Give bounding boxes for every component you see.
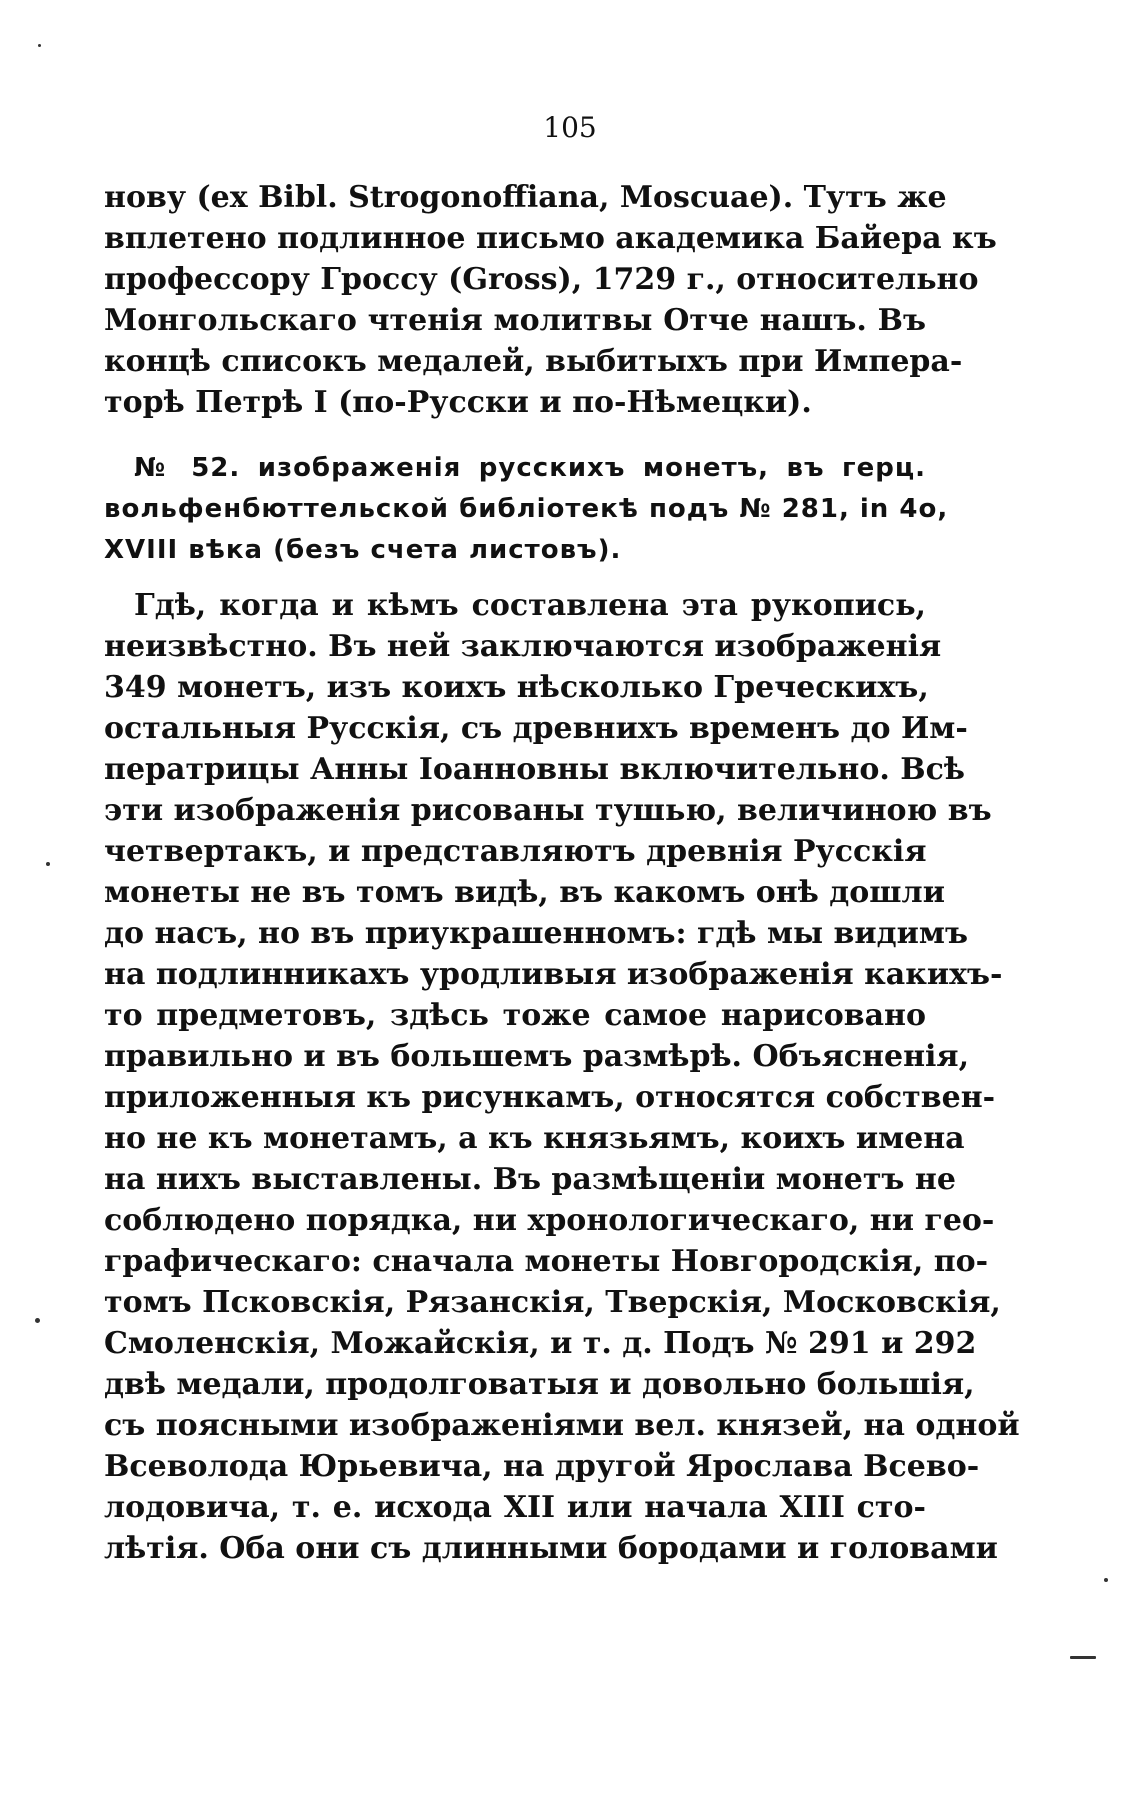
- page-number: 105: [543, 111, 597, 144]
- text-line: нову (ex Bibl. Strogonoffiana, Moscuae). Тутъ же: [104, 180, 947, 215]
- text-line: лодовича, т. е. исхода XII или начала XIII сто-: [104, 1490, 926, 1525]
- text-line: ператрицы Анны Іоанновны включительно. Всѣ: [104, 752, 965, 787]
- scan-speck: [46, 862, 50, 866]
- text-line: профессору Гроссу (Gross), 1729 г., относительно: [104, 262, 979, 297]
- text-line: Гдѣ, когда и кѣмъ составлена эта рукопись,: [134, 588, 926, 623]
- scan-speck: [1070, 1656, 1096, 1659]
- text-line: Смоленскія, Можайскія, и т. д. Подъ № 291 и 292: [104, 1326, 977, 1361]
- text-line: правильно и въ большемъ размѣрѣ. Объясненія,: [104, 1039, 970, 1074]
- text-line: то предметовъ, здѣсь тоже самое нарисовано: [104, 998, 926, 1033]
- scan-speck: [35, 1318, 40, 1323]
- text-line: концѣ списокъ медалей, выбитыхъ при Импера-: [104, 344, 963, 379]
- text-line: двѣ медали, продолговатыя и довольно большія,: [104, 1367, 975, 1402]
- text-line: графическаго: сначала монеты Новгородскія, по-: [104, 1244, 989, 1279]
- entry-heading-line: № 52. изображенія русскихъ монетъ, въ герц.: [134, 453, 926, 483]
- text-line: четвертакъ, и представляютъ древнія Русскія: [104, 834, 927, 869]
- text-line: на подлинникахъ уродливыя изображенія какихъ-: [104, 957, 1003, 992]
- text-line: 349 монетъ, изъ коихъ нѣсколько Греческихъ,: [104, 670, 929, 705]
- entry-heading-line: XVIII вѣка (безъ счета листовъ).: [104, 535, 622, 565]
- text-line: Монгольскаго чтенія молитвы Отче нашъ. Въ: [104, 303, 926, 338]
- text-line: на нихъ выставлены. Въ размѣщеніи монетъ не: [104, 1162, 956, 1197]
- scan-speck: [1104, 1578, 1108, 1582]
- scan-speck: [38, 44, 41, 47]
- text-line: но не къ монетамъ, а къ князьямъ, коихъ имена: [104, 1121, 965, 1156]
- text-line: томъ Псковскія, Рязанскія, Тверскія, Московскія,: [104, 1285, 1001, 1320]
- text-line: неизвѣстно. Въ ней заключаются изображенія: [104, 629, 942, 664]
- text-line: торѣ Петрѣ I (по-Русски и по-Нѣмецки).: [104, 385, 812, 420]
- text-line: соблюдено порядка, ни хронологическаго, ни гео-: [104, 1203, 995, 1238]
- entry-heading-line: вольфенбюттельской библіотекѣ подъ № 281, in 4о,: [104, 494, 949, 524]
- text-line: приложенныя къ рисункамъ, относятся собствен-: [104, 1080, 996, 1115]
- text-line: съ поясными изображеніями вел. князей, на одной: [104, 1408, 1020, 1443]
- text-line: лѣтія. Оба они съ длинными бородами и головами: [104, 1531, 998, 1566]
- text-line: до насъ, но въ приукрашенномъ: гдѣ мы видимъ: [104, 916, 968, 951]
- text-line: эти изображенія рисованы тушью, величиною въ: [104, 793, 992, 828]
- text-line: Всеволода Юрьевича, на другой Ярослава Всево-: [104, 1449, 980, 1484]
- text-line: монеты не въ томъ видѣ, въ какомъ онѣ дошли: [104, 875, 945, 910]
- text-line: вплетено подлинное письмо академика Байера къ: [104, 221, 997, 256]
- text-line: остальныя Русскія, съ древнихъ временъ до Им-: [104, 711, 968, 746]
